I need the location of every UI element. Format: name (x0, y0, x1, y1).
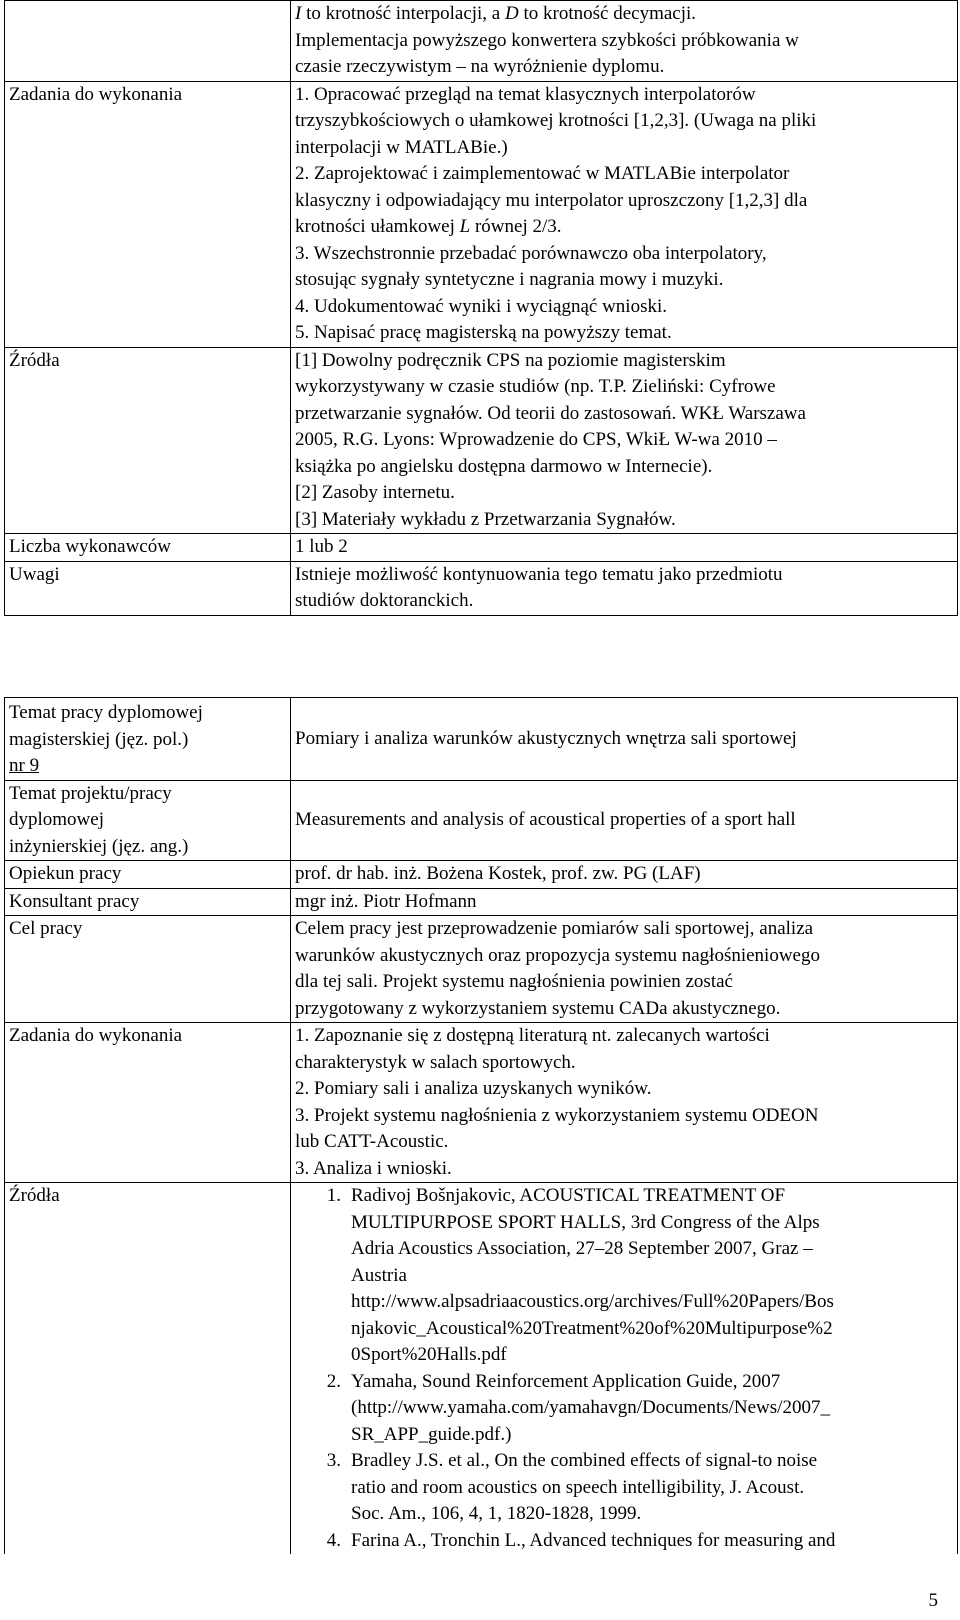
reference-text (351, 1183, 953, 1369)
title-en: Measurements and analysis of acoustical properties of a sport hall (295, 809, 796, 830)
reference-number: 2. (326, 1370, 341, 1392)
source-line: [1] Dowolny podręcznik CPS na poziomie magisterskim (295, 349, 726, 371)
source-line: [3] Materiały wykładu z Przetwarzania Sygnałów. (295, 508, 676, 530)
source-line: 2005, R.G. Lyons: Wprowadzenie do CPS, WkiŁ W-wa 2010 – (295, 429, 777, 450)
reference-line: Radivoj Bošnjakovic, ACOUSTICAL TREATMENT OF (351, 1185, 786, 1206)
count-value: 1 lub 2 (291, 534, 958, 562)
tasks-label: Zadania do wykonania (5, 1023, 291, 1183)
sources-label: Źródła (5, 347, 291, 534)
task-line: stosując sygnały syntetyczne i nagrania mowy i muzyki. (295, 269, 724, 290)
table-row (5, 1023, 958, 1183)
table-row (5, 888, 958, 916)
reference-number: 4. (326, 1529, 341, 1551)
table-row (5, 861, 958, 889)
source-line: książka po angielsku dostępna darmowo w Internecie). (295, 455, 713, 477)
tasks-label: Zadania do wykonania (5, 81, 291, 347)
task-line: 5. Napisać pracę magisterską na powyższy temat. (295, 322, 672, 343)
tasks-cell (291, 81, 958, 347)
reference-line: Austria (351, 1264, 407, 1286)
reference-url-line: (http://www.yamaha.com/yamahavgn/Documents/News/2007_ (351, 1397, 830, 1418)
topic-table-previous (4, 0, 958, 616)
goal-line: dla tej sali. Projekt systemu nagłośnienia powinien zostać (295, 971, 733, 992)
intro-cell (291, 1, 958, 82)
task-line: charakterystyk w salach sportowych. (295, 1051, 576, 1073)
intro-line: Implementacja powyższego konwertera szybkości próbkowania w (295, 29, 799, 51)
reference-url-line: njakovic_Acoustical%20Treatment%20of%20Multipurpose%2 (351, 1317, 833, 1339)
goal-line: Celem pracy jest przeprowadzenie pomiarów sali sportowej, analiza (295, 918, 814, 939)
intro-line: I to krotność interpolacji, a D to krotność decymacji. (295, 3, 697, 24)
reference-line: ratio and room acoustics on speech intelligibility, J. Acoust. (351, 1476, 805, 1498)
title-pl-label: Temat pracy dyplomowej (9, 702, 203, 723)
reference-url-line: 0Sport%20Halls.pdf (351, 1344, 507, 1365)
reference-text (351, 1369, 953, 1449)
task-line: 2. Pomiary sali i analiza uzyskanych wyników. (295, 1078, 652, 1099)
task-line: 3. Projekt systemu nagłośnienia z wykorzystaniem systemu ODEON (295, 1104, 819, 1126)
notes-label: Uwagi (5, 561, 291, 615)
title-pl-label-cell (5, 698, 291, 781)
table-row (5, 1, 958, 82)
task-line: krotności ułamkowej L równej 2/3. (295, 216, 562, 237)
reference-url-line: http://www.alpsadriaacoustics.org/archives/Full%20Papers/Bos (351, 1291, 834, 1312)
task-line: interpolacji w MATLABie.) (295, 136, 508, 158)
task-line: klasyczny i odpowiadający mu interpolator uproszczony [1,2,3] dla (295, 189, 808, 211)
references-cell (291, 1183, 958, 1555)
table-row (5, 534, 958, 562)
reference-text (351, 1528, 953, 1555)
reference-item (295, 1369, 953, 1449)
consultant-value: mgr inż. Piotr Hofmann (291, 888, 958, 916)
supervisor-value: prof. dr hab. inż. Bożena Kostek, prof. zw. PG (LAF) (291, 861, 958, 889)
note-line: Istnieje możliwość kontynuowania tego tematu jako przedmiotu (295, 563, 783, 585)
title-en-label: Temat projektu/pracy (9, 782, 172, 804)
task-line: trzyszybkościowych o ułamkowej krotności [1,2,3]. (Uwaga na pliki (295, 110, 817, 131)
task-line: lub CATT-Acoustic. (295, 1131, 449, 1152)
title-en-label: dyplomowej (9, 809, 104, 830)
sources-cell (291, 347, 958, 534)
table-row (5, 698, 958, 781)
table-row (5, 916, 958, 1023)
title-pl: Pomiary i analiza warunków akustycznych wnętrza sali sportowej (295, 727, 797, 749)
title-en-label-cell (5, 780, 291, 861)
task-line: 3. Analiza i wnioski. (295, 1157, 452, 1179)
intro-line: czasie rzeczywistym – na wyróżnienie dyplomu. (295, 56, 665, 77)
empty-label-cell (5, 1, 291, 82)
table-row (5, 780, 958, 861)
source-line: [2] Zasoby internetu. (295, 482, 455, 503)
title-pl-label: magisterskiej (jęz. pol.) (9, 728, 189, 750)
topic-number: nr 9 (9, 755, 40, 776)
source-line: przetwarzanie sygnałów. Od teorii do zastosowań. WKŁ Warszawa (295, 402, 806, 424)
reference-line: Bradley J.S. et al., On the combined effects of signal-to noise (351, 1450, 818, 1471)
reference-item (295, 1528, 953, 1555)
table-row (5, 347, 958, 534)
reference-line: Farina A., Tronchin L., Advanced techniques for measuring and (351, 1529, 836, 1551)
notes-cell (291, 561, 958, 615)
goal-line: przygotowany z wykorzystaniem systemu CADa akustycznego. (295, 997, 781, 1019)
task-line: 2. Zaprojektować i zaimplementować w MATLABie interpolator (295, 163, 790, 184)
task-line: 3. Wszechstronnie przebadać porównawczo oba interpolatory, (295, 242, 767, 264)
table-row (5, 81, 958, 347)
title-en-label: inżynierskiej (jęz. ang.) (9, 835, 189, 857)
task-line: 1. Zapoznanie się z dostępną literaturą nt. zalecanych wartości (295, 1025, 770, 1046)
goal-cell (291, 916, 958, 1023)
source-line: wykorzystywany w czasie studiów (np. T.P. Zieliński: Cyfrowe (295, 376, 776, 397)
goal-label: Cel pracy (5, 916, 291, 1023)
topic-table-nr9 (4, 697, 958, 1554)
reference-line: Soc. Am., 106, 4, 1, 1820-1828, 1999. (351, 1503, 642, 1524)
reference-number: 1. (326, 1185, 341, 1206)
page-number: 5 (928, 1590, 938, 1611)
reference-line: MULTIPURPOSE SPORT HALLS, 3rd Congress of the Alps (351, 1211, 820, 1233)
table-row (5, 1183, 958, 1555)
title-en-cell (291, 780, 958, 861)
task-line: 1. Opracować przegląd na temat klasycznych interpolatorów (295, 83, 756, 105)
note-line: studiów doktoranckich. (295, 590, 474, 611)
task-line: 4. Udokumentować wyniki i wyciągnąć wnioski. (295, 295, 668, 317)
count-label: Liczba wykonawców (5, 534, 291, 562)
reference-text (351, 1448, 953, 1528)
reference-item (295, 1183, 953, 1369)
title-pl-cell (291, 698, 958, 781)
table-row (5, 561, 958, 615)
reference-line: Adria Acoustics Association, 27–28 September 2007, Graz – (351, 1238, 813, 1259)
reference-url-line: SR_APP_guide.pdf.) (351, 1423, 512, 1445)
reference-item (295, 1448, 953, 1528)
tasks-cell (291, 1023, 958, 1183)
goal-line: warunków akustycznych oraz propozycja systemu nagłośnieniowego (295, 944, 820, 966)
supervisor-label: Opiekun pracy (5, 861, 291, 889)
reference-line: Yamaha, Sound Reinforcement Application Guide, 2007 (351, 1370, 781, 1392)
sources-label: Źródła (5, 1183, 291, 1555)
consultant-label: Konsultant pracy (5, 888, 291, 916)
reference-number: 3. (326, 1450, 341, 1471)
